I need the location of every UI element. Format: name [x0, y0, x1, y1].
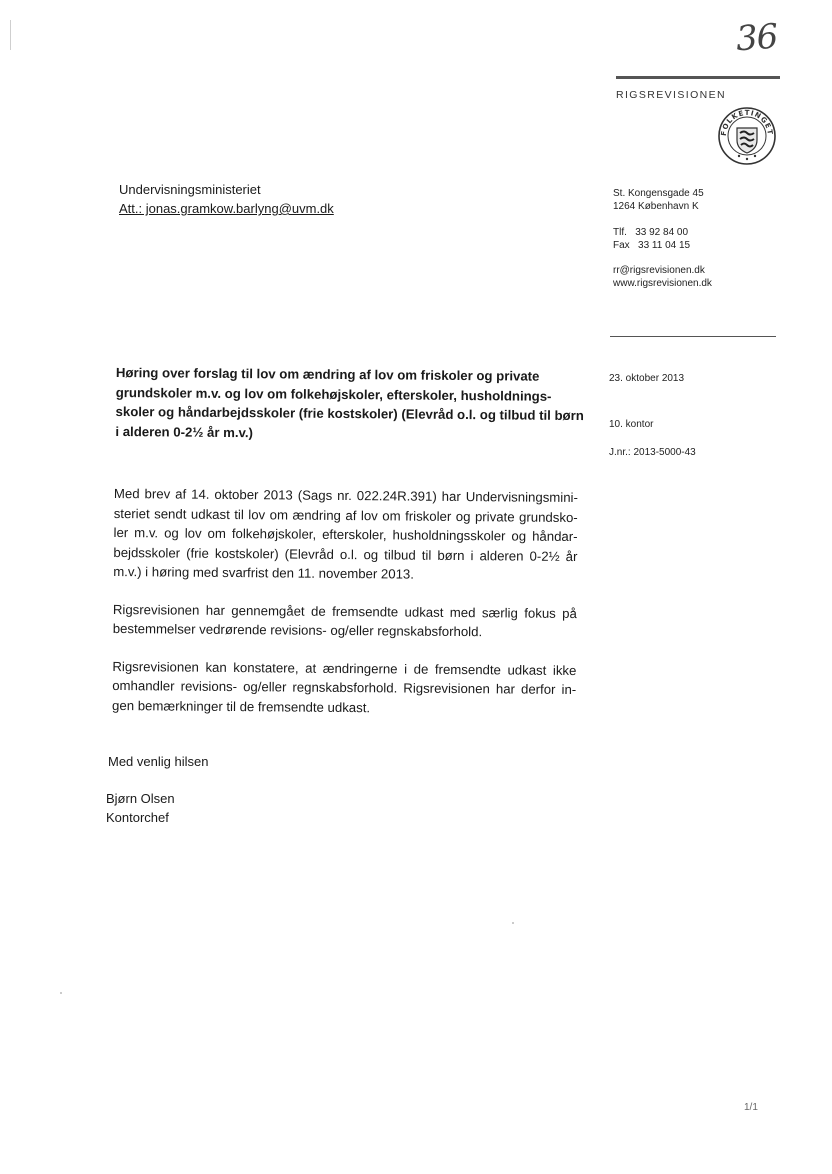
scan-edge-mark [10, 20, 11, 50]
sidebar-rule [610, 336, 776, 337]
contact-email[interactable]: rr@rigsrevisionen.dk [613, 265, 705, 276]
office-number: 10. kontor [609, 419, 654, 430]
handwritten-page-number: 36 [734, 16, 779, 60]
contact-website[interactable]: www.rigsrevisionen.dk [613, 278, 712, 289]
contact-fax: Fax 33 11 04 15 [613, 240, 691, 251]
letter-body [112, 484, 578, 737]
signer-title: Kontorchef [106, 810, 169, 825]
page-number: 1/1 [744, 1102, 758, 1113]
contact-street: St. Kongensgade 45 [613, 188, 704, 199]
letter-subject: Høring over forslag til lov om ændring af lov om friskoler og private grundskoler m.v. og lov om folkehøjskoler, efterskoler, husholdnings-skoler og håndarbejdsskoler (frie kostskoler) (Elevråd o.l. og tilbud til børn i alderen 0-2½ år m.v.) [115, 364, 584, 440]
closing-phrase: Med venlig hilsen [108, 754, 209, 769]
body-paragraph: Rigsrevisionen har gennemgået de fremsendte udkast med særlig fokus på bestemmelser vedrørende revisions- og/eller regnskabsforhold. [112, 601, 577, 640]
contact-phone: Tlf. 33 92 84 00 [613, 227, 689, 238]
contact-block [613, 187, 712, 290]
recipient-block [119, 180, 334, 218]
recipient-attention[interactable]: Att.: jonas.gramkow.barlyng@uvm.dk [119, 201, 334, 216]
scan-speck [512, 922, 514, 924]
body-paragraph: Rigsrevisionen kan konstatere, at ændringerne i de fremsendte udkast ikke omhandler revisions- og/eller regnskabsforhold. Rigsrevisionen har derfor in-gen bemærkninger til de fremsendte udkast. [112, 658, 577, 715]
organization-name: RIGSREVISIONEN [616, 89, 727, 101]
recipient-name: Undervisningsministeriet [119, 182, 261, 197]
letter-date: 23. oktober 2013 [609, 373, 685, 384]
scan-speck [60, 992, 62, 994]
letterhead-rule [616, 76, 780, 79]
signer-name: Bjørn Olsen [106, 791, 175, 806]
signature-block [106, 789, 175, 827]
body-paragraph: Med brev af 14. oktober 2013 (Sags nr. 022.24R.391) har Undervisningsmini-steriet sendt udkast til lov om ændring af lov om friskoler og private grundsko-ler m.v. og lov om folkehøjskoler, efterskoler, husholdningsskoler og håndar-bejdsskoler (frie kostskoler) (Elevråd o.l. og tilbud til børn i alderen 0-2½ år m.v.) i høring med svarfrist den 11. november 2013. [113, 485, 578, 582]
journal-number: J.nr.: 2013-5000-43 [609, 447, 696, 458]
svg-text:FOLKETINGET: FOLKETINGET [719, 108, 775, 137]
folketinget-seal-icon [717, 106, 777, 166]
contact-city: 1264 København K [613, 201, 699, 212]
